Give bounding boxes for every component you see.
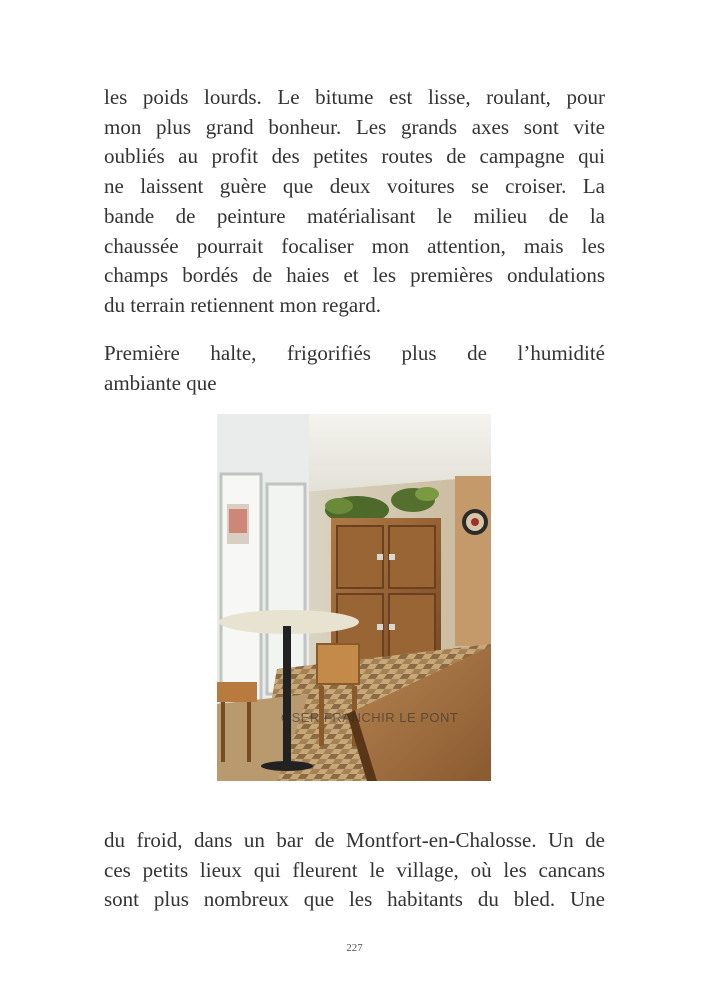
text-line: ne laissent guère que deux voitures se croiser. La [104,174,605,199]
page-number: 227 [346,942,363,954]
text-line: oubliés au profit des petites routes de campagne qui [104,144,605,169]
text-line: ambiante que [104,370,217,395]
text-line: ces petits lieux qui fleurent le village, où les cancans [104,857,605,882]
text-line: champs bordés de haies et les premières ondulations [104,263,605,288]
text-line: du froid, dans un bar de Montfort-en-Chalosse. Un de [104,828,605,852]
paragraph-3 [104,826,605,915]
paragraph-2 [104,339,605,398]
text-line: chaussée pourrait focaliser mon attention, mais les [104,233,605,258]
photo-watermark: OSER FRANCHIR LE PONT [281,710,459,725]
text-line: mon plus grand bonheur. Les grands axes sont vite [104,114,605,139]
text-line: les poids lourds. Le bitume est lisse, roulant, pour [104,85,605,109]
bar-interior-photo [217,414,491,781]
text-line: du terrain retiennent mon regard. [104,292,381,317]
paragraph-1 [104,83,605,321]
text-line: bande de peinture matérialisant le milieu de la [104,203,605,228]
text-line: Première halte, frigorifiés plus de l’humidité [104,341,605,365]
text-line: sont plus nombreux que les habitants du bled. Une [104,887,605,912]
